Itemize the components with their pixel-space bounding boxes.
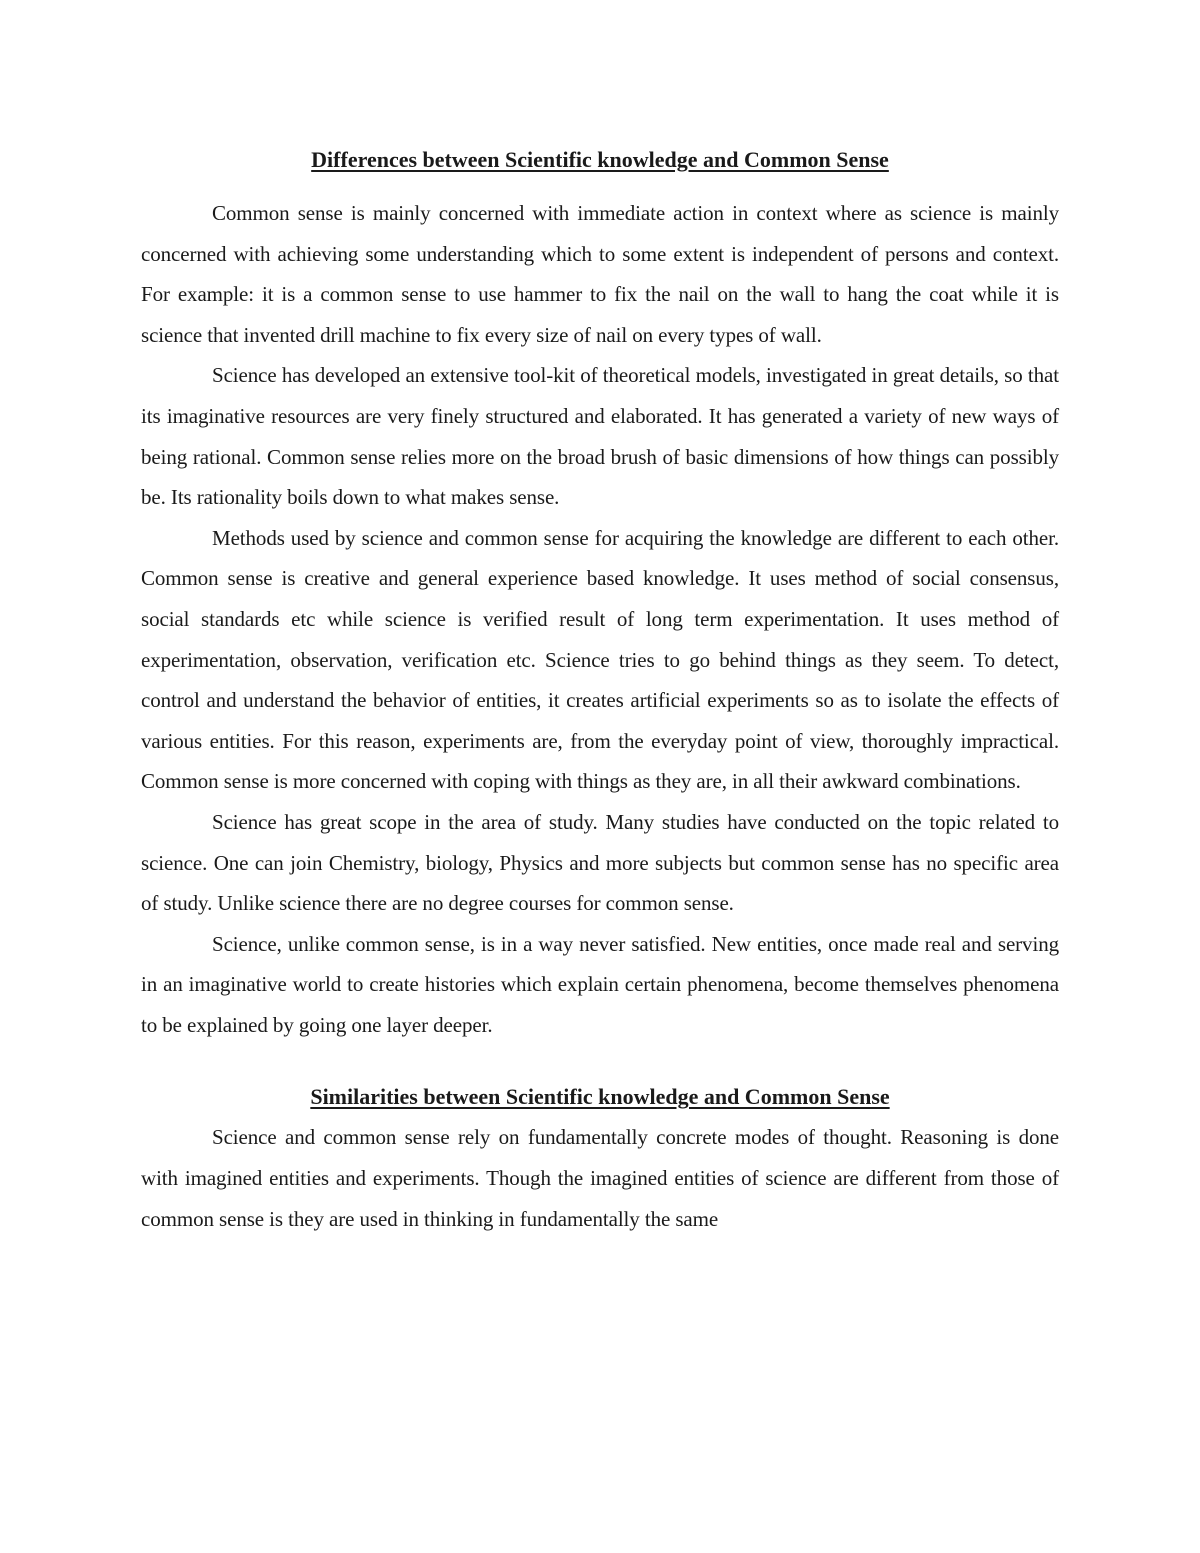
section-heading-differences: Differences between Scientific knowledge and Common Sense: [311, 147, 889, 172]
paragraph-scope: Science has great scope in the area of study. Many studies have conducted on the topic related to science. One can join Chemistry, biology, Physics and more subjects but common sense has no specific area of study. Unlike science there are no degree courses for common sense.: [141, 809, 1059, 916]
section-heading-similarities: Similarities between Scientific knowledge and Common Sense: [310, 1084, 890, 1110]
paragraph-tool-kit: Science has developed an extensive tool-kit of theoretical models, investigated in great details, so that its imaginative resources are very finely structured and elaborated. It has generated a variety of new ways of being rational. Common sense relies more on the broad brush of basic dimensions of how things can possibly be. Its rationality boils down to what makes sense.: [141, 363, 1059, 510]
section-similarities: [141, 1117, 1059, 1239]
document-body: [141, 140, 1059, 1239]
paragraph-never-satisfied: Science, unlike common sense, is in a way never satisfied. New entities, once made real and serving in an imaginative world to create histories which explain certain phenomena, become themselves phenomena to be explained by going one layer deeper.: [141, 931, 1059, 1037]
paragraph-methods: Methods used by science and common sense for acquiring the knowledge are different to each other. Common sense is creative and general experience based knowledge. It uses method of social consensus, social standards etc while science is verified result of long term experimentation. It uses method of experimentation, observation, verification etc. Science tries to go behind things as they seem. To detect, control and understand the behavior of entities, it creates artificial experiments so as to isolate the effects of various entities. For this reason, experiments are, from the everyday point of view, thoroughly impractical. Common sense is more concerned with coping with things as they are, in all their awkward combinations.: [141, 525, 1059, 794]
paragraph-immediate-action: Common sense is mainly concerned with immediate action in context where as science is mainly concerned with achieving some understanding which to some extent is independent of persons and context. For example: it is a common sense to use hammer to fix the nail on the wall to hang the coat while it is science that invented drill machine to fix every size of nail on every types of wall.: [141, 201, 1059, 347]
paragraph-concrete-modes: Science and common sense rely on fundamentally concrete modes of thought. Reasoning is done with imagined entities and experiments. Though the imagined entities of science are different from those of common sense is they are used in thinking in fundamentally the same: [141, 1125, 1059, 1231]
section-differences: [141, 193, 1059, 1045]
